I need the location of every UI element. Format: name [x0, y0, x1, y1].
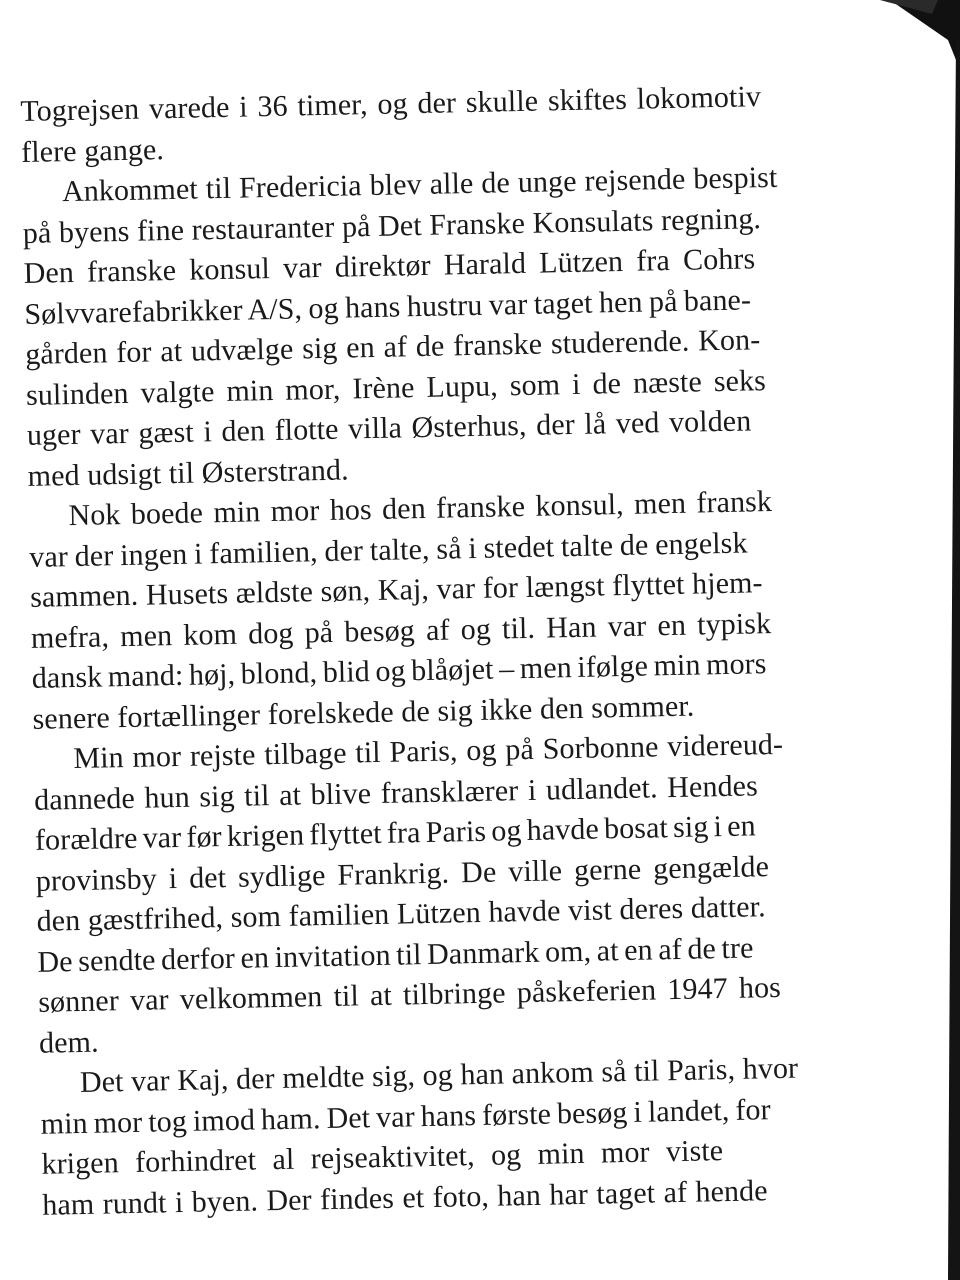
- text-line: dannede hun sig til at blive fransklærer i udlandet. Hendes: [33, 768, 759, 817]
- text-line: Sølvvarefabrikker A/S, og hans hustru var taget hen på bane-: [24, 282, 752, 331]
- text-line: på byens fine restauranter på Det Franske Konsulats regning.: [22, 201, 762, 250]
- text-line: De sendte derfor en invitation til Danmark om, at en af de tre: [37, 930, 754, 979]
- text-line: Togrejsen varede i 36 timer, og der skulle skiftes lokomotiv: [20, 80, 762, 128]
- text-line: flere gange.: [20, 132, 165, 169]
- text-line: var der ingen i familien, der talte, så i stedet talte de engelsk: [29, 525, 748, 574]
- book-corner-shadow: [820, 0, 960, 70]
- text-line: krigen forhindret al rejseaktivitet, og min mor viste: [41, 1134, 724, 1181]
- body-text: [20, 73, 960, 1225]
- text-line: dem.: [38, 1025, 99, 1060]
- text-line: den gæstfrihed, som familien Lützen havde vist deres datter.: [36, 890, 766, 938]
- text-line: med udsigt til Østerstrand.: [27, 452, 349, 493]
- text-line: dansk mand: høj, blond, blid og blåøjet – men ifølge min mors: [31, 647, 767, 695]
- text-line: Det var Kaj, der meldte sig, og han ankom så til Paris, hvor: [79, 1051, 799, 1099]
- text-line: senere fortællinger forelskede de sig ikke den sommer.: [32, 689, 695, 736]
- text-line: sammen. Husets ældste søn, Kaj, var for længst flyttet hjem-: [29, 566, 763, 614]
- text-line: gården for at udvælge sig en af de franske studerende. Kon-: [24, 323, 761, 371]
- text-line: Den franske konsul var direktør Harald Lützen fra Cohrs: [23, 242, 756, 290]
- text-line: sulinden valgte min mor, Irène Lupu, som i de næste seks: [25, 363, 767, 412]
- text-line: ham rundt i byen. Der findes et foto, han har taget af hende: [42, 1173, 768, 1222]
- text-line: Ankommet til Fredericia blev alle de unge rejsende bespist: [61, 160, 778, 209]
- text-line: Min mor rejste tilbage til Paris, og på Sorbonne videreud-: [73, 727, 784, 776]
- text-line: min mor tog imod ham. Det var hans første besøg i landet, for: [40, 1092, 771, 1141]
- text-line: forældre var før krigen flyttet fra Paris og havde bosat sig i en: [34, 809, 757, 857]
- text-line: provinsby i det sydlige Frankrig. De ville gerne gengælde: [35, 849, 770, 898]
- text-line: uger var gæst i den flotte villa Østerhus, der lå ved volden: [26, 404, 752, 452]
- text-line: Nok boede min mor hos den franske konsul, men fransk: [68, 484, 773, 533]
- text-line: mefra, men kom dog på besøg af og til. Han var en typisk: [30, 606, 772, 655]
- text-line: sønner var velkommen til at tilbringe påskeferien 1947 hos: [37, 970, 782, 1019]
